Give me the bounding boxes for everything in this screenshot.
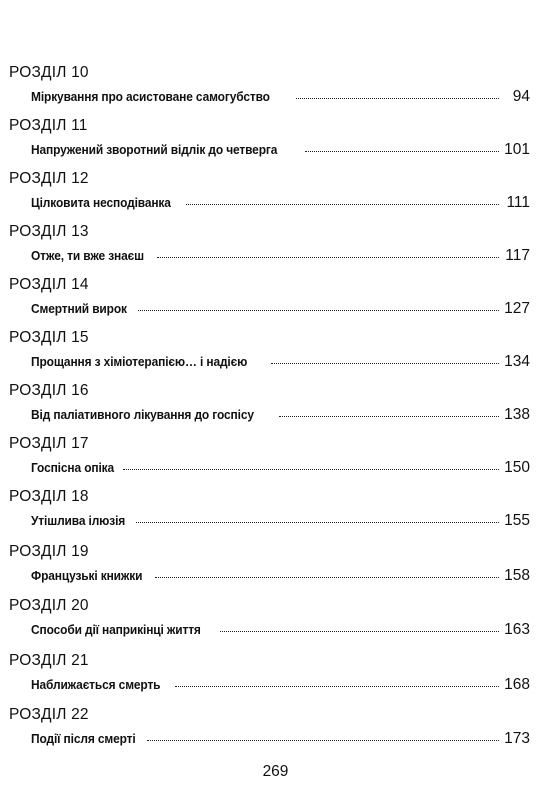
chapter-label: РОЗДІЛ 16	[9, 382, 89, 399]
dot-leader	[155, 577, 499, 578]
chapter-label: РОЗДІЛ 14	[9, 276, 89, 293]
dot-leader	[147, 740, 499, 741]
chapter-title: Французькі книжки	[31, 568, 143, 583]
toc-title-line	[31, 88, 530, 106]
chapter-title: Події після смерті	[31, 731, 136, 746]
dot-leader	[136, 522, 499, 523]
toc-title-line	[31, 300, 530, 318]
chapter-label: РОЗДІЛ 11	[9, 117, 88, 134]
chapter-label: РОЗДІЛ 19	[9, 543, 89, 560]
page-number: 173	[504, 730, 530, 747]
chapter-title: Отже, ти вже знаєш	[31, 248, 144, 263]
page-number: 138	[504, 406, 530, 423]
dot-leader	[296, 98, 499, 99]
toc-title-line	[31, 567, 530, 585]
dot-leader	[157, 257, 499, 258]
chapter-title: Утішлива ілюзія	[31, 513, 126, 528]
dot-leader	[279, 416, 499, 417]
chapter-title: Смертний вирок	[31, 301, 127, 316]
toc-title-line	[31, 512, 530, 530]
page-number: 117	[505, 247, 530, 264]
dot-leader	[271, 363, 499, 364]
chapter-title: Міркування про асистоване самогубство	[31, 89, 270, 104]
dot-leader	[175, 686, 499, 687]
toc-title-line	[31, 676, 530, 694]
chapter-label: РОЗДІЛ 22	[9, 706, 89, 723]
page-number: 150	[504, 459, 530, 476]
chapter-label: РОЗДІЛ 18	[9, 488, 89, 505]
chapter-title: Напружений зворотний відлік до четверга	[31, 142, 278, 157]
chapter-label: РОЗДІЛ 13	[9, 223, 89, 240]
chapter-label: РОЗДІЛ 10	[9, 64, 89, 81]
dot-leader	[220, 631, 499, 632]
chapter-title: Від паліативного лікування до госпісу	[31, 407, 254, 422]
toc-title-line	[31, 459, 530, 477]
page-number: 168	[504, 676, 530, 693]
chapter-title: Цілковита несподіванка	[31, 195, 171, 210]
toc-title-line	[31, 621, 530, 639]
page-number: 101	[504, 141, 530, 158]
chapter-label: РОЗДІЛ 20	[9, 597, 89, 614]
chapter-title: Способи дії наприкінці життя	[31, 622, 201, 637]
chapter-label: РОЗДІЛ 12	[9, 170, 89, 187]
toc-title-line	[31, 247, 530, 265]
footer-page-number: 269	[262, 763, 289, 780]
page-number: 127	[504, 300, 530, 317]
page-number: 111	[506, 194, 530, 211]
toc-title-line	[31, 406, 530, 424]
page-number: 155	[504, 512, 530, 529]
dot-leader	[123, 469, 499, 470]
toc-title-line	[31, 141, 530, 159]
page-number: 163	[504, 621, 530, 638]
dot-leader	[305, 151, 499, 152]
toc-title-line	[31, 730, 530, 748]
page-number: 158	[504, 567, 530, 584]
chapter-title: Госпісна опіка	[31, 460, 115, 475]
toc-title-line	[31, 353, 530, 371]
chapter-label: РОЗДІЛ 17	[9, 435, 89, 452]
page-number: 134	[504, 353, 530, 370]
dot-leader	[186, 204, 499, 205]
dot-leader	[138, 310, 499, 311]
page-number: 94	[512, 88, 530, 105]
chapter-label: РОЗДІЛ 21	[9, 652, 89, 669]
chapter-title: Прощання з хіміотерапією… і надією	[31, 354, 248, 369]
chapter-label: РОЗДІЛ 15	[9, 329, 89, 346]
chapter-title: Наближається смерть	[31, 677, 161, 692]
toc-title-line	[31, 194, 530, 212]
